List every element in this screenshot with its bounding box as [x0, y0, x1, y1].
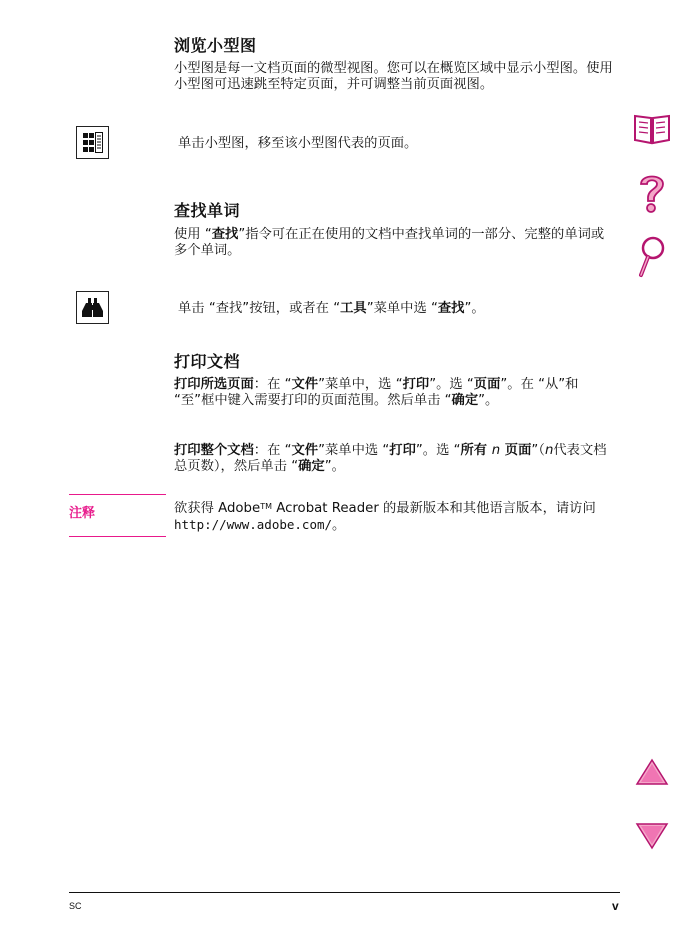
thumbnails-heading: 浏览小型图 — [174, 36, 257, 55]
note-top-rule — [69, 494, 166, 495]
binoculars-icon[interactable] — [76, 291, 109, 324]
find-body: 使用 “查找”指令可在正在使用的文档中查找单词的一部分、完整的单词或多个单词。 — [174, 227, 605, 258]
footer-language-code: SC — [69, 901, 82, 911]
thumbnails-body: 小型图是每一文档页面的微型视图。您可以在概览区域中显示小型图。使用小型图可迅速跳至特定页面，并可调整当前页面视图。 — [174, 61, 613, 92]
find-heading: 查找单词 — [174, 201, 241, 220]
note-label: 注释 — [69, 506, 96, 521]
find-instruction: 单击 “查找”按钮，或者在 “工具”菜单中选 “查找”。 — [178, 301, 485, 316]
thumbnails-instruction: 单击小型图，移至该小型图代表的页面。 — [178, 136, 418, 151]
book-icon[interactable] — [632, 112, 672, 150]
question-mark-icon[interactable] — [636, 171, 668, 219]
print-whole-document: 打印整个文档：在 “文件”菜单中选 “打印”。选 “所有 n 页面”（n代表文档总页数），然后单击 “确定”。 — [174, 443, 607, 474]
triangle-up-icon[interactable] — [635, 758, 669, 790]
page-number: v — [612, 899, 619, 913]
note-bottom-rule — [69, 536, 166, 537]
print-heading: 打印文档 — [174, 352, 241, 371]
adobe-link[interactable]: http://www.adobe.com/ — [174, 517, 333, 532]
thumbnail-view-icon[interactable] — [76, 126, 109, 159]
note-text: 欲获得 Adobe™ Acrobat Reader 的最新版本和其他语言版本，请访问 http://www.adobe.com/。 — [174, 501, 596, 533]
print-selected-pages: 打印所选页面：在 “文件”菜单中，选 “打印”。选 “页面”。在 “从”和 “至”框中键入需要打印的页面范围。然后单击 “确定”。 — [174, 377, 579, 408]
magnifier-icon[interactable] — [636, 235, 668, 285]
triangle-down-icon[interactable] — [635, 822, 669, 854]
footer-rule — [69, 892, 620, 893]
